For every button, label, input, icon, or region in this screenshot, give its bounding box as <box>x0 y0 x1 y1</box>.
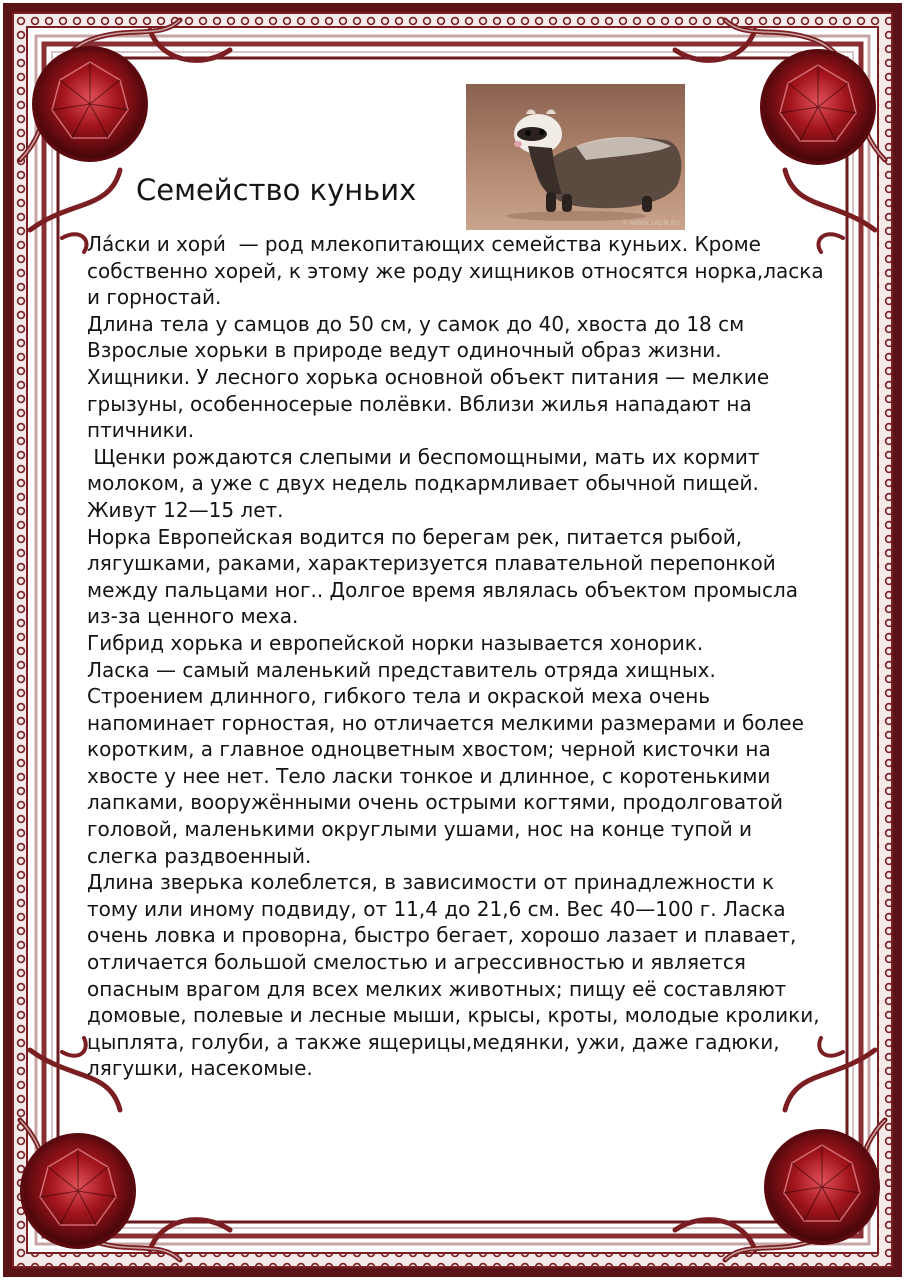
paragraph: Ласка — самый маленький представитель отряда хищных. Строением длинного, гибкого тела и окраской меха очень напоминает горностая, но отличается мелкими размерами и более коротким, а главное одноцветным хвостом; черной кисточки на хвосте у нее нет. Тело ласки тонкое и длинное, с коротенькими лапками, вооружёнными очень острыми когтями, продолговатой головой, маленькими округлыми ушами, нос на конце тупой и слегка раздвоенный. <box>87 657 811 868</box>
ferret-photo <box>466 84 685 230</box>
ruby-gem-icon <box>34 48 146 160</box>
paragraph: Длина тела у самцов до 50 см, у самок до 40, хвоста до 18 см Взрослые хорьки в природе ведут одиночный образ жизни. Хищники. У лесного хорька основной объект питания — мелкие грызуны, особенносерые полёвки. Вблизи жилья нападают на птичники. <box>87 311 776 443</box>
ruby-gem-icon <box>22 1135 134 1247</box>
page-title: Семейство куньих <box>136 173 417 207</box>
paragraph: Гибрид хорька и европейской норки называется хонорик. <box>87 630 704 655</box>
ruby-gem-icon <box>762 51 874 163</box>
paragraph: Ла́ски и хори́ — род млекопитающих семейства куньих. Кроме собственно хорей, к этому же роду хищников относятся норка,ласка и горностай. <box>87 232 830 310</box>
photo-watermark: © WWW.1ADM.RU <box>622 220 680 227</box>
paragraph: Длина зверька колеблется, в зависимости от принадлежности к тому или иному подвиду, от 11,4 до 21,6 см. Вес 40—100 г. Ласка очень ловка и проворна, быстро бегает, хорошо лазает и плавает, отличается большой смелостью и агрессивностью и является опасным врагом для всех мелких животных; пищу её составляют домовые, полевые и лесные мыши, крысы, кроты, молодые кролики, цыплята, голуби, а также ящерицы,медянки, ужи, даже гадюки, лягушки, насекомые. <box>87 870 826 1081</box>
paragraph: Норка Европейская водится по берегам рек, питается рыбой, лягушками, раками, характеризуется плавательной перепонкой между пальцами ног.. Долгое время являлась объектом промысла из-за ценного меха. <box>87 524 805 629</box>
article-body <box>87 231 830 1082</box>
paragraph: Щенки рождаются слепыми и беспомощными, мать их кормит молоком, а уже с двух недель подкармливает обычной пищей. Живут 12—15 лет. <box>87 444 766 522</box>
ruby-gem-icon <box>766 1131 878 1243</box>
